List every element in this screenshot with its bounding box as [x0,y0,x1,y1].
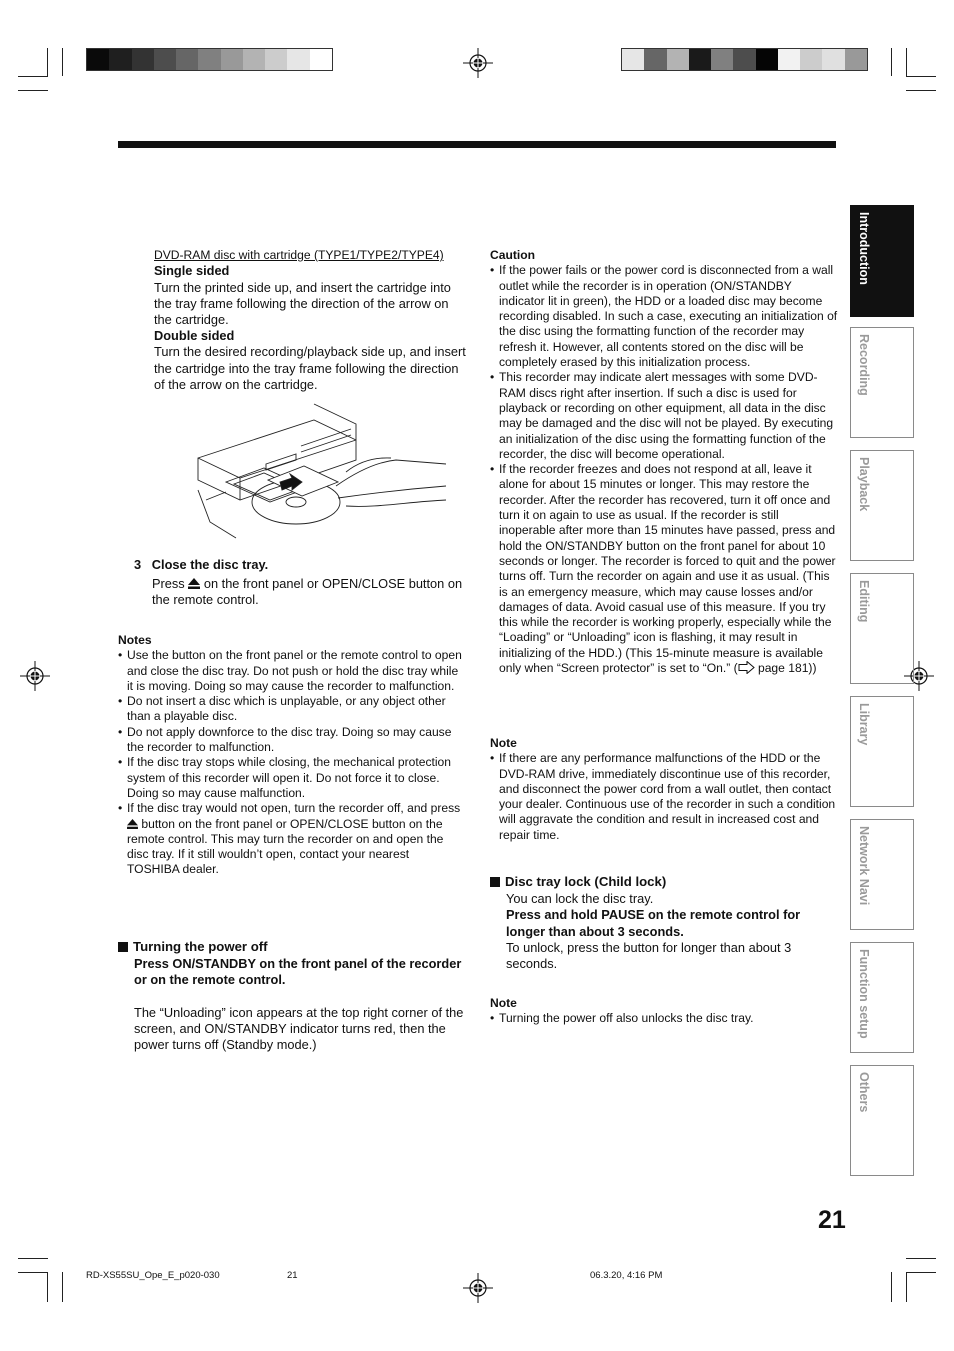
lock-note-section [490,996,838,1027]
cartridge-heading: DVD-RAM disc with cartridge (TYPE1/TYPE2/TYPE4) [154,248,444,262]
note-item: • Do not insert a disc which is unplayable, or any object other than a playable disc. [118,694,463,725]
section-square-icon [490,877,500,887]
eject-icon [127,819,138,829]
color-bar-left [86,48,333,71]
note-item: • Do not apply downforce to the disc tray. Doing so may cause the recorder to malfunction. [118,725,463,756]
tab-function-setup[interactable]: Function setup [850,942,914,1053]
footer-date: 06.3.20, 4:16 PM [590,1270,663,1281]
note-item: • Use the button on the front panel or the remote control to open and close the disc tray. Do not push or hold the disc tray while it is moving. Doing so may cause the recorder to malfunction. [118,648,463,694]
footer-file: RD-XS55SU_Ope_E_p020-030 [86,1270,220,1281]
cartridge-section [154,248,466,393]
child-lock-heading: Disc tray lock (Child lock) [505,874,667,889]
note-item: • If the disc tray would not open, turn the recorder off, and press button on the front panel or OPEN/CLOSE button on the remote control. This may turn the recorder on and open the disc tray. If it still wouldn’t open, contact your nearest TOSHIBA dealer. [118,801,463,877]
cartridge-insertion-illustration [196,402,448,540]
caution-section [490,248,838,676]
tab-recording[interactable]: Recording [850,327,914,438]
step-3 [134,557,464,609]
header-rule [118,141,836,148]
reference-arrow-icon [738,661,755,674]
notes-heading: Notes [118,633,152,647]
child-lock-unlock: To unlock, press the button for longer than about 3 seconds. [506,939,792,972]
notes-section [118,633,463,878]
step-number: 3 [134,557,142,572]
lock-note-item: • Turning the power off also unlocks the disc tray. [490,1011,838,1026]
power-off-instruction: Press ON/STANDBY on the front panel of the recorder or on the remote control. [134,956,462,988]
child-lock-section [490,874,830,972]
caution-item: • If the recorder freezes and does not respond at all, leave it alone for about 15 minutes or longer. This may restore the recorder. After the recorder has recovered, turn it off once and turn it on again to use as usual. If the recorder is still inoperable after more than 15 minutes have passed, press and hold the ON/STANDBY button on the front panel for about 10 seconds or longer. The recorder is forced to quit and the power turns off. Turn the recorder on again and use it as usual. (This is an emergency measure, which may cause losses and/or damages of data. Avoid casual use of this measure. If you try this while the recorder is working properly, especially while the “Loading” or “Unloading” icon is flashing, it may result in initializing of the HDD.) (This 15-minute measure is available only when “Screen protector” is set to “On.” ( page 181)) [490,462,838,676]
caution-item: • If the power fails or the power cord is disconnected from a wall outlet while the recorder is in operation (ON/STANDBY indicator lit in green), the HDD or a loaded disc may become recording disabled. In such a case, executing an initialization of the disc using the formatting function of the recorder may refresh it. However, all contents stored on the disc will be completely erased by this initialization process. [490,263,838,370]
tab-network-navi[interactable]: Network Navi [850,819,914,930]
note-item: • If there are any performance malfunctions of the HDD or the DVD-RAM drive, immediately discontinue use of this recorder, and disconnect the power cord from a wall outlet, then contact your dealer. Continuous use of the recorder in such a condition will aggravate the condition and result in increased cost and repair time. [490,751,838,843]
step-instruction: Press on the front panel or OPEN/CLOSE button on the remote control. [152,576,463,608]
registration-mark-left-icon [20,661,50,691]
note-section [490,736,838,843]
page-number: 21 [818,1206,846,1234]
tab-others[interactable]: Others [850,1065,914,1176]
registration-mark-top-icon [463,48,493,78]
section-square-icon [118,942,128,952]
tab-library[interactable]: Library [850,696,914,807]
single-sided-label: Single sided [154,263,230,279]
eject-icon [188,578,200,589]
registration-mark-bottom-icon [463,1273,493,1303]
double-sided-text: Turn the desired recording/playback side up, and insert the cartridge into the tray frame following the direction of the arrow on the cartridge. [154,344,466,392]
lock-note-heading: Note [490,996,517,1010]
color-bar-right [621,48,868,71]
footer-page: 21 [287,1270,298,1281]
power-off-text: The “Unloading” icon appears at the top right corner of the screen, and ON/STANDBY indicator turns red, then the power turns off (Standby mode.) [134,1004,464,1053]
note-heading: Note [490,736,517,750]
child-lock-instruction: Press and hold PAUSE on the remote control for longer than about 3 seconds. [506,907,801,939]
power-off-heading: Turning the power off [133,939,268,954]
power-off-section [118,939,466,1053]
child-lock-text: You can lock the disc tray. [506,891,654,907]
caution-item: • This recorder may indicate alert messages with some DVD-RAM discs right after insertion. If such a disc is used for playback or recording on other equipment, all data in the disc may be damaged and the disc will not be played. By executing an initialization of the disc using the formatting function of the recorder, the disc will become operational. [490,370,838,462]
note-item: • If the disc tray stops while closing, the mechanical protection system of this recorder will open it. Do not force it to close. Doing so may cause malfunction. [118,755,463,801]
double-sided-label: Double sided [154,328,235,344]
tab-playback[interactable]: Playback [850,450,914,561]
step-title: Close the disc tray. [151,557,269,572]
tab-editing[interactable]: Editing [850,573,914,684]
single-sided-text: Turn the printed side up, and insert the cartridge into the tray frame following the direction of the arrow on the cartridge. [154,279,451,327]
tab-introduction[interactable]: Introduction [850,205,914,317]
caution-heading: Caution [490,248,536,262]
